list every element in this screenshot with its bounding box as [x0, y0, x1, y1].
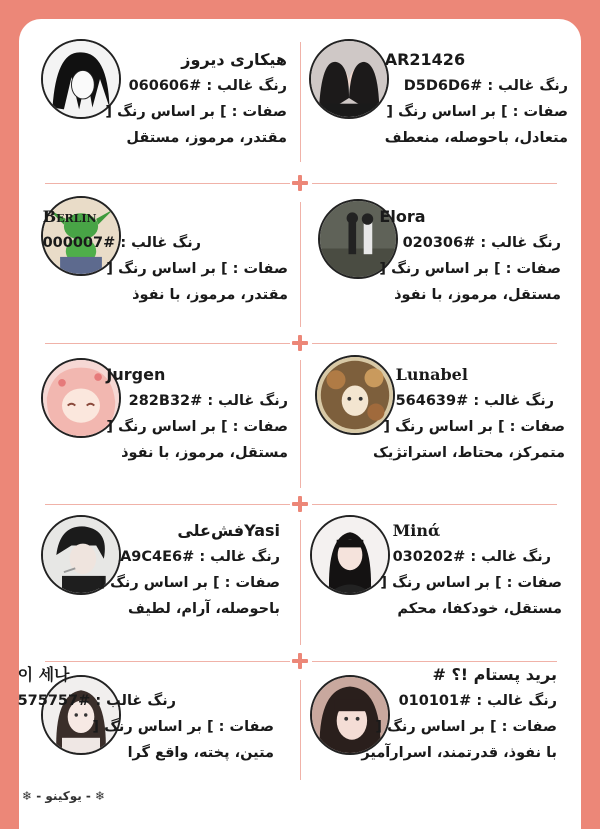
avatar[interactable]	[309, 39, 389, 119]
traits-label: صفات : ] بر اساس رنگ [	[105, 104, 287, 120]
divider	[300, 202, 301, 327]
traits-label: صفات : ] بر اساس رنگ [	[380, 575, 562, 591]
profile-name: Jurgen	[106, 365, 166, 384]
dominant-color: رنگ غالب : #A9C4E6	[120, 549, 280, 565]
profile-text	[18, 662, 176, 714]
divider	[300, 42, 301, 162]
dominant-color: رنگ غالب : #D5D6D6	[403, 78, 568, 94]
profile-name: Elora	[379, 207, 426, 226]
avatar[interactable]	[310, 515, 390, 595]
traits-label: صفات : ] بر اساس رنگ [	[386, 104, 568, 120]
traits-label: صفات : ] بر اساس رنگ [	[383, 419, 565, 435]
traits-values: مستقل، مرموز، با نفوذ	[394, 287, 561, 303]
profile-text	[92, 714, 274, 766]
profile-text	[396, 362, 554, 414]
traits-values: با نفوذ، قدرتمند، اسرارآمیز	[361, 745, 557, 761]
dominant-color: رنگ غالب : #575757	[17, 693, 176, 709]
traits-values: مستقل، خودکفا، محکم	[397, 601, 562, 617]
dominant-color: رنگ غالب : #564639	[395, 393, 554, 409]
profile-text	[106, 256, 288, 308]
profile-name: برید پستام !؟ #	[432, 665, 557, 684]
signature-footer: ❄ - یوکینو - ❄	[22, 789, 106, 803]
profile-text	[385, 47, 568, 151]
dominant-color: رنگ غالب : #000007	[42, 235, 201, 251]
divider	[300, 520, 301, 645]
traits-values: مقتدر، مرموز، مستقل	[126, 130, 287, 146]
dominant-color: رنگ غالب : #282B32	[128, 393, 288, 409]
traits-values: متین، پخته، واقع گرا	[127, 745, 274, 761]
traits-values: متمرکز، محتاط، استراتژیک	[373, 445, 565, 461]
dominant-color: رنگ غالب : #030202	[392, 549, 551, 565]
traits-values: مستقل، مرموز، با نفوذ	[121, 445, 288, 461]
divider	[45, 183, 290, 184]
traits-label: صفات : ] بر اساس رنگ [	[106, 261, 288, 277]
traits-label: صفات : ] بر اساس رنگ [	[379, 261, 561, 277]
profile-text	[105, 47, 287, 151]
profile-text	[393, 518, 551, 570]
profile-text	[379, 204, 561, 308]
divider	[312, 504, 557, 505]
traits-label: صفات : ] بر اساس رنگ [	[92, 719, 274, 735]
profile-name: Minά	[392, 521, 441, 540]
profile-text	[106, 362, 288, 466]
traits-values: باحوصله، آرام، لطیف	[128, 601, 280, 617]
profile-name: Berlin	[42, 207, 97, 226]
plus-icon	[292, 496, 308, 512]
dominant-color: رنگ غالب : #060606	[128, 78, 287, 94]
profile-name: AR21426	[384, 50, 466, 69]
traits-values: متعادل، باحوصله، منعطف	[384, 130, 568, 146]
profile-text	[98, 518, 280, 622]
divider	[312, 183, 557, 184]
profile-text	[43, 204, 201, 256]
divider	[312, 343, 557, 344]
dominant-color: رنگ غالب : #020306	[402, 235, 561, 251]
profile-text	[361, 662, 557, 766]
divider	[45, 343, 290, 344]
profile-text	[373, 414, 565, 466]
plus-icon	[292, 175, 308, 191]
profile-name: 이 세나	[17, 665, 70, 684]
plus-icon	[292, 335, 308, 351]
traits-label: صفات : ] بر اساس رنگ [	[98, 575, 280, 591]
divider	[300, 680, 301, 780]
profile-name: Lunabel	[395, 365, 468, 384]
divider	[45, 504, 290, 505]
traits-values: مقتدر، مرموز، با نفوذ	[132, 287, 288, 303]
divider	[300, 360, 301, 488]
traits-label: صفات : ] بر اساس رنگ [	[106, 419, 288, 435]
traits-label: صفات : ] بر اساس رنگ [	[375, 719, 557, 735]
profile-text	[380, 570, 562, 622]
profile-name: Yasiفش‌علی	[177, 521, 280, 540]
plus-icon	[292, 653, 308, 669]
dominant-color: رنگ غالب : #010101	[398, 693, 557, 709]
profile-name: هیکاری دیروز	[181, 50, 287, 69]
